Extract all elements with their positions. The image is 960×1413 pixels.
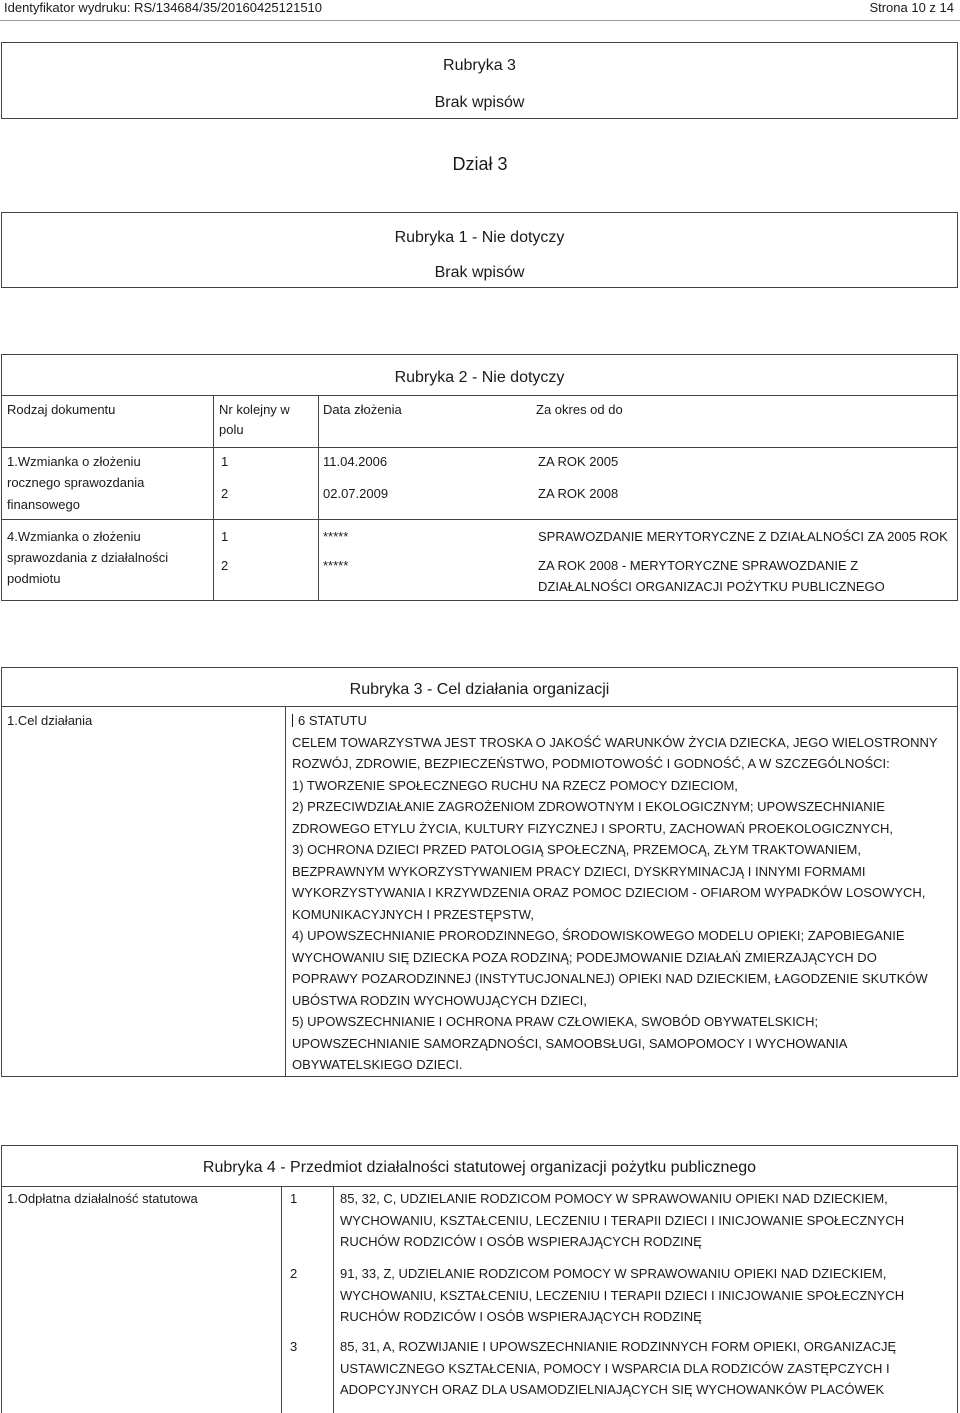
rubryka-4-activity-section (1, 1145, 958, 1413)
activity-label (7, 1188, 198, 1210)
table-divider (2, 395, 957, 396)
row-number: 2 (221, 558, 229, 573)
page-number: Strona 10 z 14 (869, 0, 954, 15)
column-divider (281, 1186, 282, 1413)
entry-number-text: 1 (290, 1191, 298, 1206)
goal-text-line: CELEM TOWARZYSTWA JEST TROSKA O JAKOŚĆ WARUNKÓW ŻYCIA DZIECKA, JEGO WIELOSTRONNY (292, 734, 938, 750)
entry-number-text: 3 (290, 1339, 298, 1354)
goal-text-line: KOMUNIKACYJNYCH I PRZESTĘPSTW, (292, 906, 534, 922)
row-period: ZA ROK 2008 - MERYTORYCZNE SPRAWOZDANIE Z (538, 558, 859, 573)
table-divider (2, 706, 957, 707)
entry-text-line: RUCHÓW RODZICÓW I OSÓB WSPIERAJĄCYCH RODZINĘ (340, 1234, 702, 1249)
rubryka-3-goals-section (1, 667, 958, 1077)
missing-glyph-box (292, 714, 295, 727)
group-label-line: 4.Wzmianka o złożeniu (7, 529, 141, 544)
entry-text-line: USTAWICZNEGO KSZTAŁCENIA, POMOCY I WSPARCIA DLA RODZICÓW ZASTĘPCZYCH I (340, 1360, 890, 1376)
column-header-doc-type: Rodzaj dokumentu (7, 402, 116, 417)
no-entries-text: Brak wpisów (434, 94, 525, 111)
rubryka-1-section (1, 212, 958, 288)
print-identifier: Identyfikator wydruku: RS/134684/35/20160425121510 (4, 0, 323, 15)
entry-number (290, 1336, 297, 1358)
group-label-line: rocznego sprawozdania (7, 475, 145, 490)
entry-text-line: RUCHÓW RODZICÓW I OSÓB WSPIERAJĄCYCH RODZINĘ (340, 1309, 702, 1324)
row-number: 1 (221, 454, 229, 469)
entry-number (290, 1263, 297, 1285)
goal-text-line: WYCHOWANIU SIĘ DZIECKA POZA RODZINĄ; PODEJMOWANIE DZIAŁAŃ ZMIERZAJĄCYCH DO (292, 949, 877, 965)
goal-text-line (292, 710, 938, 732)
entry-text-line: WYCHOWANIU, KSZTAŁCENIU, LECZENIU I TERAPII DZIECI I INICJOWANIE SPOŁECZNYCH (340, 1212, 905, 1228)
group-label-line: 1.Wzmianka o złożeniu (7, 454, 141, 469)
goal-text (292, 710, 938, 1076)
column-header-date: Data złożenia (323, 402, 402, 417)
goal-text-line: 3) OCHRONA DZIECI PRZED PATOLOGIĄ SPOŁECZNĄ, PRZEMOCĄ, ZŁYM TRAKTOWANIEM, (292, 842, 861, 857)
row-date: ***** (323, 529, 349, 544)
header-divider (0, 20, 960, 21)
row-date: 02.07.2009 (323, 486, 389, 501)
row-number: 2 (221, 486, 229, 501)
column-divider (318, 395, 319, 600)
activity-entry (340, 1263, 904, 1328)
column-divider (285, 706, 286, 1076)
activity-entry (340, 1336, 896, 1401)
goal-text-line: 5) UPOWSZECHNIANIE I OCHRONA PRAW CZŁOWIEKA, SWOBÓD OBYWATELSKICH; (292, 1014, 819, 1029)
goal-text-line: 1) TWORZENIE SPOŁECZNEGO RUCHU NA RZECZ POMOCY DZIECIOM, (292, 777, 738, 793)
goal-text-line: POPRAWY POZARODZINNEJ (INSTYTUCJONALNEJ) OPIEKI NAD DZIECKIEM, ŁAGODZENIE SKUTKÓW (292, 971, 928, 986)
goal-text-line: ZDROWEGO ETYLU ŻYCIA, KULTURY FIZYCZNEJ I SPORTU, ZACHOWAŃ PROEKOLOGICZNYCH, (292, 820, 893, 836)
group-label-line: sprawozdania z działalności (7, 550, 169, 565)
entry-number (290, 1188, 297, 1210)
group-label-line: podmiotu (7, 571, 61, 586)
row-date: ***** (323, 558, 349, 573)
column-header-period: Za okres od do (536, 402, 623, 417)
rubryka-3-top-section (1, 42, 958, 119)
table-divider (2, 519, 957, 520)
column-header-nr: Nr kolejny w (219, 402, 290, 417)
activity-label-text: 1.Odpłatna działalność statutowa (7, 1191, 198, 1206)
entry-text-line: 85, 32, C, UDZIELANIE RODZICOM POMOCY W SPRAWOWANIU OPIEKI NAD DZIECKIEM, (340, 1191, 888, 1206)
goal-text-line: OBYWATELSKIEGO DZIECI. (292, 1057, 463, 1072)
goal-text-line: BEZPRAWNYM WYKORZYSTYWANIEM PRACY DZIECI, DYSKRYMINACJĄ I INNYMI FORMAMI (292, 863, 866, 879)
table-divider (2, 447, 957, 448)
table-divider (2, 1186, 957, 1187)
goal-text-line: ROZWÓJ, ZDROWIE, BEZPIECZEŃSTWO, PODMIOTOWOŚĆ I GODNOŚĆ, A W SZCZEGÓLNOŚCI: (292, 756, 890, 771)
goal-text-line: 2) PRZECIWDZIAŁANIE ZAGROŻENIOM ZDROWOTNYM I EKOLOGICZNYM; UPOWSZECHNIANIE (292, 799, 885, 814)
entry-text-line: 85, 31, A, ROZWIJANIE I UPOWSZECHNIANIE RODZINNYCH FORM OPIEKI, ORGANIZACJĘ (340, 1339, 897, 1354)
no-entries-text: Brak wpisów (434, 264, 525, 281)
goal-text-line: 4) UPOWSZECHNIANIE PRORODZINNEGO, ŚRODOWISKOWEGO MODELU OPIEKI; ZAPOBIEGANIE (292, 928, 905, 943)
goal-text-line: UPOWSZECHNIANIE SAMORZĄDNOŚCI, SAMOOBSŁUGI, SAMOPOMOCY I WYCHOWANIA (292, 1035, 848, 1051)
activity-entry (340, 1188, 904, 1253)
row-date: 11.04.2006 (323, 454, 388, 469)
rubryka-2-section (1, 354, 958, 601)
goal-text-line: WYKORZYSTYWANIA I KRZYWDZENIA ORAZ POMOC DZIECIOM - OFIAROM WYPADKÓW LOSOWYCH, (292, 885, 926, 900)
row-period: DZIAŁALNOŚCI ORGANIZACJI POŻYTKU PUBLICZNEGO (538, 579, 885, 594)
column-divider (333, 1186, 334, 1413)
goal-label-text: 1.Cel działania (7, 713, 93, 728)
section-title: Rubryka 2 - Nie dotyczy (394, 369, 565, 386)
row-period: ZA ROK 2005 (538, 454, 619, 469)
section-title: Rubryka 3 (443, 57, 516, 74)
group-label-line: finansowego (7, 497, 80, 512)
goal-label (7, 710, 92, 732)
section-title: Rubryka 3 - Cel działania organizacji (349, 681, 610, 698)
division-title: Dział 3 (452, 154, 508, 174)
row-period: ZA ROK 2008 (538, 486, 619, 501)
goal-text-line: UBÓSTWA RODZIN WYCHOWUJĄCYCH DZIECI, (292, 992, 587, 1008)
column-divider (213, 395, 214, 600)
row-number: 1 (221, 529, 229, 544)
column-header-nr-cont: polu (219, 422, 244, 437)
entry-text-line: 91, 33, Z, UDZIELANIE RODZICOM POMOCY W SPRAWOWANIU OPIEKI NAD DZIECKIEM, (340, 1266, 887, 1281)
entry-number-text: 2 (290, 1266, 298, 1281)
row-period: SPRAWOZDANIE MERYTORYCZNE Z DZIAŁALNOŚCI ZA 2005 ROK (538, 529, 948, 544)
section-title: Rubryka 1 - Nie dotyczy (394, 229, 565, 246)
entry-text-line: WYCHOWANIU, KSZTAŁCENIU, LECZENIU I TERAPII DZIECI I INICJOWANIE SPOŁECZNYCH (340, 1287, 905, 1303)
entry-text-line: ADOPCYJNYCH ORAZ DLA USAMODZIELNIAJĄCYCH SIĘ WYCHOWANKÓW PLACÓWEK (340, 1382, 885, 1397)
section-title: Rubryka 4 - Przedmiot działalności statutowej organizacji pożytku publicznego (202, 1159, 757, 1176)
statute-reference: 6 STATUTU (298, 713, 367, 728)
